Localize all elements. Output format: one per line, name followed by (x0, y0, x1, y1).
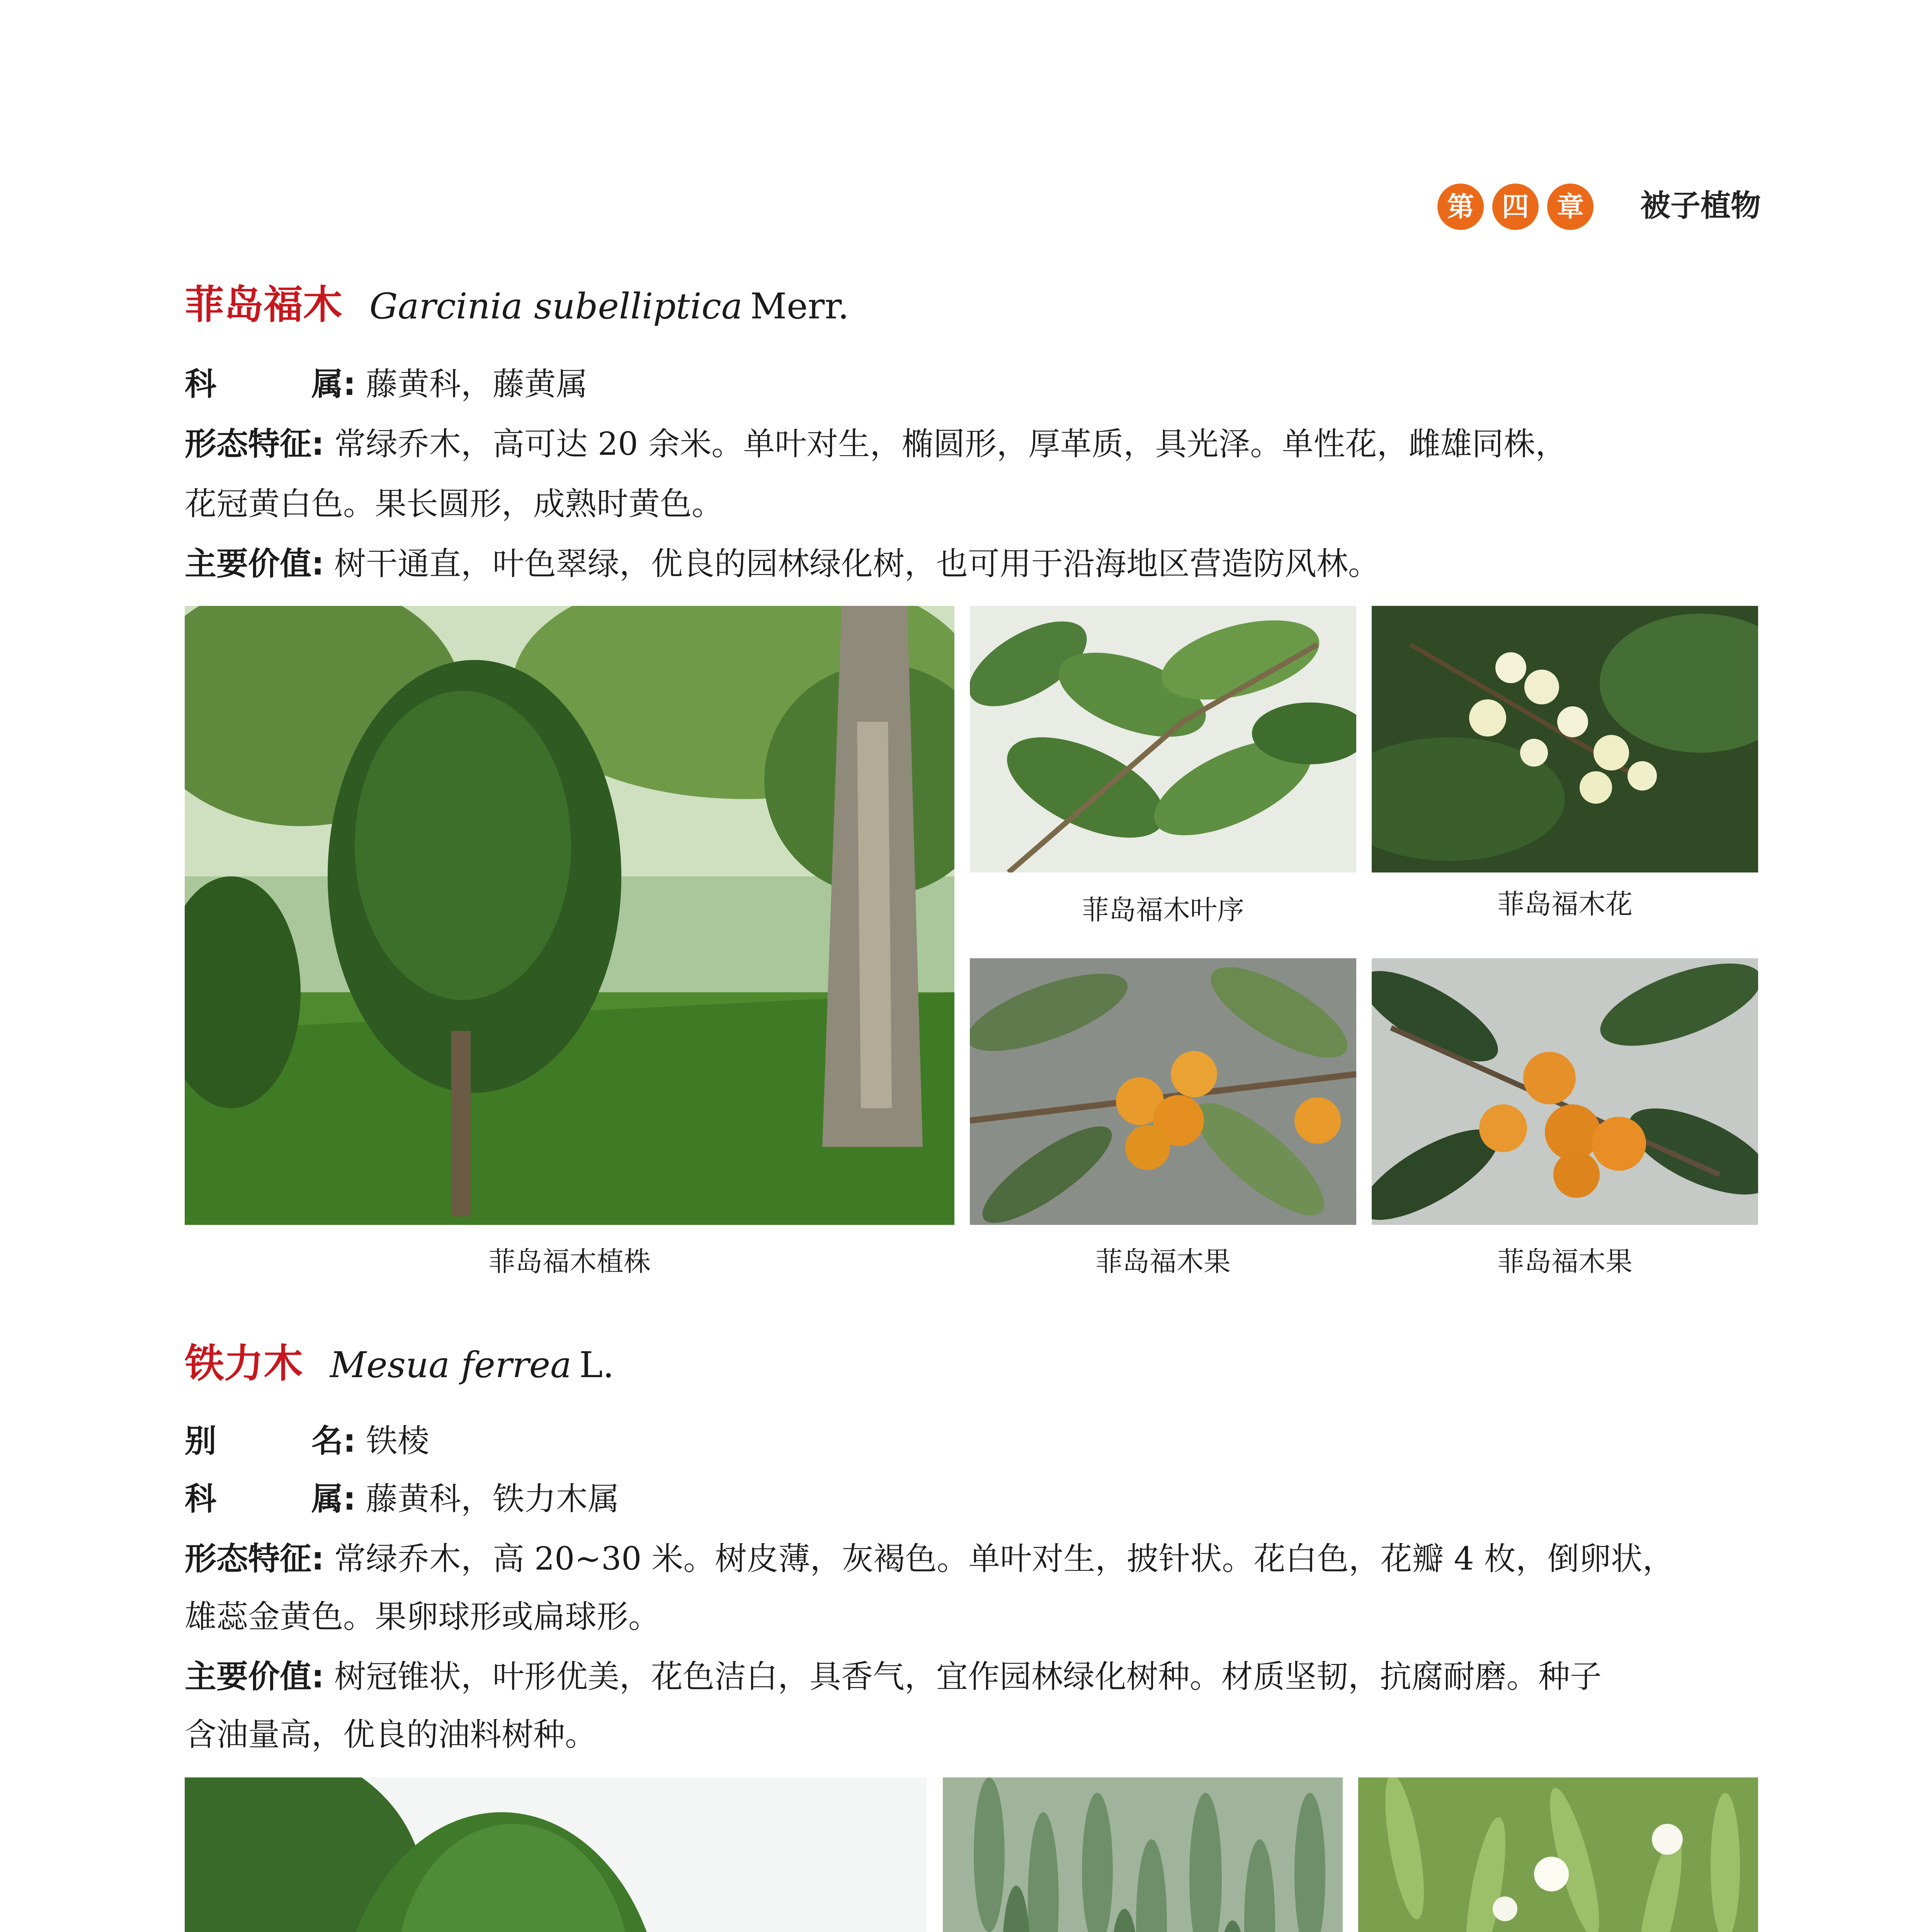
species1-value-row: 主要价值: 树干通直，叶色翠绿，优良的园林绿化树，也可用于沿海地区营造防风林。 (185, 543, 1759, 585)
species1-morph-row: 形态特征: 常绿乔木，高可达 20 余米。单叶对生，椭圆形，厚革质，具光泽。单性花，雌雄同株， (185, 423, 1759, 466)
species2-value-row: 主要价值: 树冠锥状，叶形优美，花色洁白，具香气，宜作园林绿化树种。材质坚韧，抗腐耐磨。种子 (185, 1656, 1759, 1698)
species2-leaf-photo (943, 1777, 1343, 1932)
species1-morph-line2: 花冠黄白色。果长圆形，成熟时黄色。 (185, 486, 724, 522)
chapter-badge-2: 四 (1492, 184, 1539, 230)
species1-fruit2-photo (1372, 958, 1758, 1225)
species1-name-latin: Garcinia subelliptica (369, 286, 743, 327)
species2-value-line1: 树冠锥状，叶形优美，花色洁白，具香气，宜作园林绿化树种。材质坚韧，抗腐耐磨。种子 (334, 1658, 1602, 1695)
species2-alias-row: 别 名 : 铁棱 (185, 1420, 1759, 1463)
species2-morph-line2: 雄蕊金黄色。果卵球形或扁球形。 (185, 1599, 660, 1635)
species1-family: 藤黄科，藤黄属 (366, 366, 588, 403)
value-label: 主要价值 (185, 546, 312, 582)
morph-label: 形态特征 (185, 426, 312, 463)
species1-fruit1-caption: 菲岛福木果 (1095, 1246, 1231, 1277)
species1-plant-photo (185, 606, 954, 1225)
value-label: 主要价值 (185, 1658, 312, 1695)
species1-morph-line1: 常绿乔木，高可达 20 余米。单叶对生，椭圆形，厚革质，具光泽。单性花，雌雄同株， (334, 426, 1567, 463)
species2-value-line2: 含油量高，优良的油料树种。 (185, 1716, 597, 1753)
species1-value: 树干通直，叶色翠绿，优良的园林绿化树，也可用于沿海地区营造防风林。 (334, 546, 1380, 582)
species1-leaf-caption: 菲岛福木叶序 (1082, 894, 1244, 926)
species2-family: 藤黄科，铁力木属 (366, 1481, 619, 1517)
species1-name-cn: 菲岛福木 (185, 282, 342, 328)
species2-family-row: 科 属 : 藤黄科，铁力木属 (185, 1478, 1759, 1520)
species1-fruit1-photo (970, 958, 1356, 1225)
species2-name-latin: Mesua ferrea (330, 1344, 571, 1386)
species1-title (185, 280, 849, 332)
chapter-badge-3: 章 (1547, 184, 1594, 230)
species1-leaf-photo (970, 606, 1356, 872)
family-label: 科 属 (185, 1481, 343, 1517)
species2-morph-row: 形态特征: 常绿乔木，高 20~30 米。树皮薄，灰褐色。单叶对生，披针状。花白色，花瓣 4 枚，倒卵状， (185, 1538, 1759, 1580)
species2-name-cn: 铁力木 (185, 1341, 303, 1387)
chapter-title: 被子植物 (1640, 189, 1761, 223)
morph-label: 形态特征 (185, 1541, 312, 1577)
species2-morph-line1: 常绿乔木，高 20~30 米。树皮薄，灰褐色。单叶对生，披针状。花白色，花瓣 4 枚，倒卵状， (334, 1541, 1674, 1577)
species2-plant-photo (185, 1777, 927, 1932)
species1-flower-caption: 菲岛福木花 (1497, 888, 1633, 920)
species1-family-row: 科 属 : 藤黄科，藤黄属 (185, 363, 1759, 406)
species2-flower-top-photo (1358, 1777, 1758, 1932)
species1-author: Merr. (750, 286, 849, 327)
species1-flower-photo (1372, 606, 1758, 872)
alias-label: 别 名 (185, 1423, 343, 1459)
species2-alias: 铁棱 (366, 1423, 429, 1459)
species2-author: L. (579, 1344, 614, 1386)
species1-plant-caption: 菲岛福木植株 (488, 1246, 651, 1277)
chapter-badge-1: 第 (1437, 184, 1484, 230)
species2-title (185, 1339, 614, 1390)
family-label: 科 属 (185, 366, 343, 403)
species1-fruit2-caption: 菲岛福木果 (1497, 1246, 1633, 1277)
